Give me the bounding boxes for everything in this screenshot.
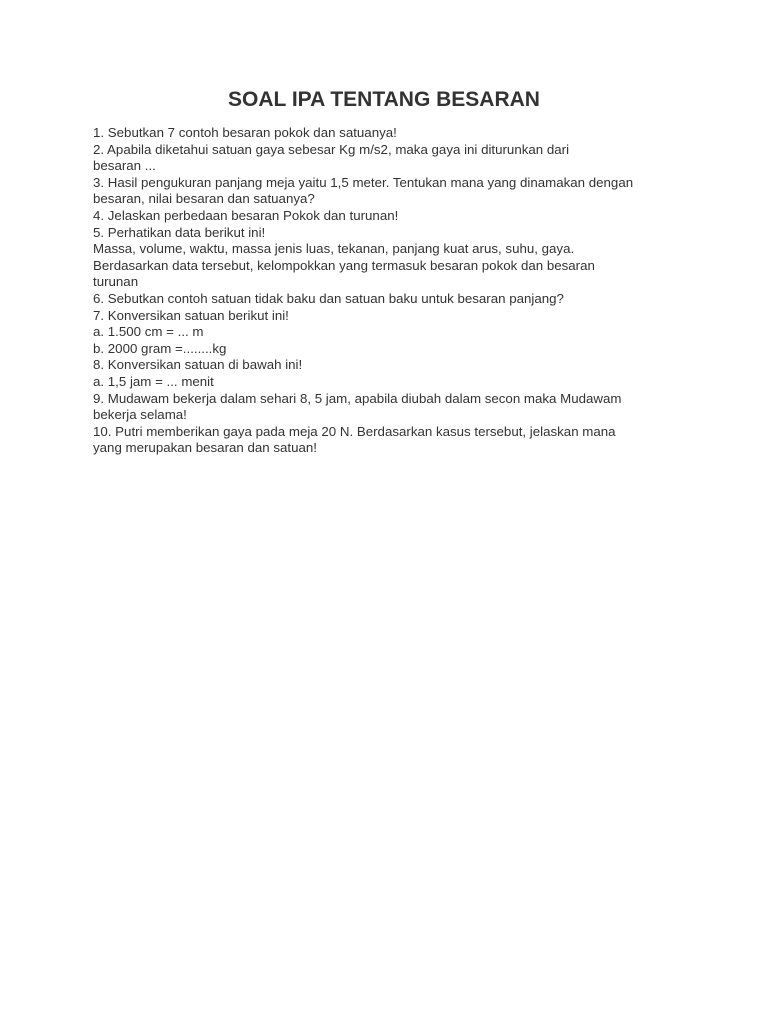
text-line: 9. Mudawam bekerja dalam sehari 8, 5 jam, apabila diubah dalam secon maka Mudawam: [93, 390, 622, 406]
text-line: besaran ...: [93, 158, 156, 174]
text-line: a. 1.500 cm = ... m: [93, 324, 204, 340]
text-line: bekerja selama!: [93, 407, 187, 423]
question-list: [93, 125, 683, 457]
text-line: Massa, volume, waktu, massa jenis luas, tekanan, panjang kuat arus, suhu, gaya.: [93, 241, 575, 257]
text-line: turunan: [93, 274, 139, 290]
text-line: 3. Hasil pengukuran panjang meja yaitu 1,5 meter. Tentukan mana yang dinamakan dengan: [93, 174, 634, 190]
text-line: 6. Sebutkan contoh satuan tidak baku dan satuan baku untuk besaran panjang?: [93, 290, 564, 306]
text-line: Berdasarkan data tersebut, kelompokkan yang termasuk besaran pokok dan besaran: [93, 257, 595, 273]
text-line: b. 2000 gram =........kg: [93, 340, 227, 356]
text-line: a. 1,5 jam = ... menit: [93, 373, 214, 389]
text-line: 1. Sebutkan 7 contoh besaran pokok dan satuanya!: [93, 125, 397, 140]
text-line: 2. Apabila diketahui satuan gaya sebesar Kg m/s2, maka gaya ini diturunkan dari: [93, 141, 570, 157]
text-line: 7. Konversikan satuan berikut ini!: [93, 307, 289, 323]
text-line: 8. Konversikan satuan di bawah ini!: [93, 357, 303, 373]
text-line: besaran, nilai besaran dan satuanya?: [93, 191, 315, 207]
page-title: SOAL IPA TENTANG BESARAN: [228, 88, 540, 111]
text-line: 4. Jelaskan perbedaan besaran Pokok dan turunan!: [93, 207, 399, 223]
text-line: 5. Perhatikan data berikut ini!: [93, 224, 266, 240]
text-line: yang merupakan besaran dan satuan!: [93, 440, 317, 456]
text-line: 10. Putri memberikan gaya pada meja 20 N. Berdasarkan kasus tersebut, jelaskan mana: [93, 423, 616, 439]
